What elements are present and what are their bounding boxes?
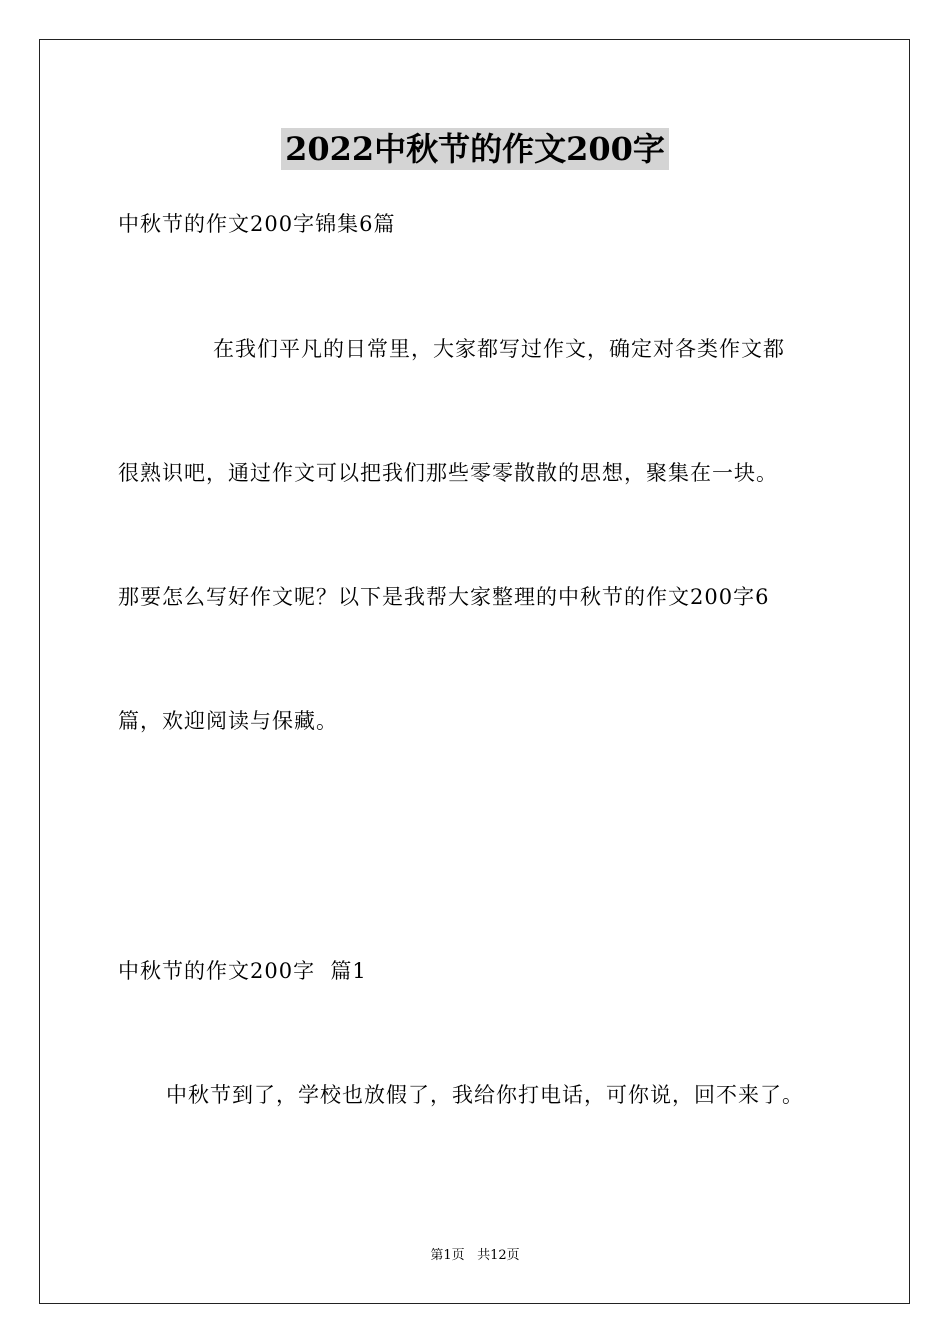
paragraph-line: 中秋节到了，学校也放假了，我给你打电话，可你说，回不来了。 (166, 1083, 804, 1107)
document-subtitle: 中秋节的作文200字锦集6篇 (118, 212, 396, 236)
paragraph-line: 在我们平凡的日常里，大家都写过作文，确定对各类作文都 (213, 337, 785, 361)
paragraph-line: 篇，欢迎阅读与保藏。 (118, 709, 338, 733)
document-title: 2022中秋节的作文200字 (281, 128, 669, 170)
page-number: 第1页 (430, 1248, 465, 1263)
page-total: 共12页 (477, 1248, 520, 1263)
paragraph-line: 那要怎么写好作文呢？以下是我帮大家整理的中秋节的作文200字6 (118, 585, 770, 609)
section-heading: 中秋节的作文200字 篇1 (118, 959, 367, 983)
page-footer (0, 1247, 950, 1265)
paragraph-line: 很熟识吧，通过作文可以把我们那些零零散散的思想，聚集在一块。 (118, 461, 778, 485)
title-container (0, 128, 950, 170)
